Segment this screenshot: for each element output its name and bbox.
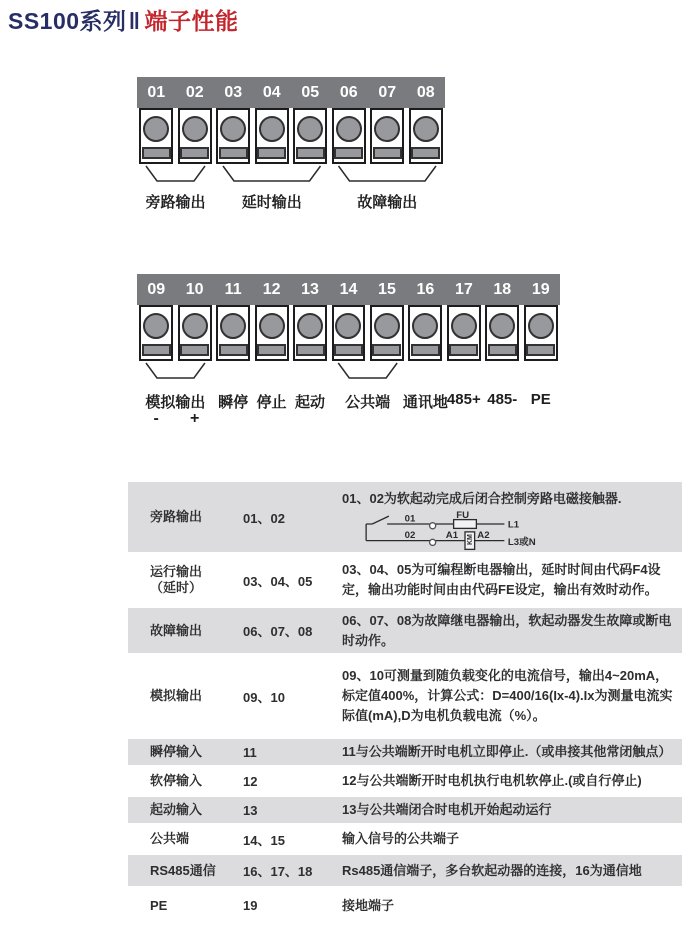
row-description: 11与公共端断开时电机立即停止.（或串接其他常闭触点）	[342, 744, 672, 759]
terminal-group-label: 通讯地	[402, 394, 448, 411]
terminal-group-label: 485-	[487, 391, 518, 408]
terminal-number: 11	[224, 280, 242, 298]
terminal-cell	[332, 305, 366, 361]
row-name: 旁路输出	[150, 509, 203, 524]
bypass-contactor-circuit-diagram	[342, 510, 672, 552]
terminal-group-label: 延时输出	[241, 194, 302, 211]
row-terminals: 19	[243, 898, 258, 913]
terminal-cell	[293, 305, 327, 361]
terminal-cell	[139, 108, 173, 164]
row-name: 软停输入	[150, 773, 203, 788]
terminal-slot-icon	[142, 344, 171, 356]
terminal-screw-icon	[182, 116, 208, 142]
row-description	[342, 482, 682, 552]
terminal-cells	[137, 108, 445, 164]
row-description: 输入信号的公共端子	[342, 831, 460, 846]
row-description: 03、04、05为可编程断电器输出，延时时间由代码F4设定，输出功能时间由由代码FE设定，输出有效时动作。	[342, 562, 661, 597]
row-name: 起动输入	[150, 802, 203, 817]
terminal-spec-table	[128, 482, 682, 925]
terminal-cell	[216, 305, 250, 361]
terminal-slot-icon	[411, 344, 440, 356]
terminal-cell	[370, 305, 404, 361]
row-terminals: 14、15	[243, 832, 285, 848]
row-terminals: 12	[243, 773, 258, 789]
title-separator-icon: ‖	[128, 8, 141, 34]
terminal-block-01-08	[137, 77, 445, 211]
terminal-cell	[524, 305, 558, 361]
table-row	[128, 555, 682, 605]
row-description-text: 01、02为软起动完成后闭合控制旁路电磁接触器.	[342, 491, 622, 506]
row-terminals: 16、17、18	[243, 864, 313, 879]
terminal-number: 09	[147, 280, 166, 298]
table-row	[128, 797, 682, 823]
terminal-slot-icon	[142, 147, 171, 159]
terminal-cell	[255, 305, 289, 361]
terminal-screw-icon	[297, 313, 323, 339]
group-brackets	[137, 362, 560, 382]
terminal-group-label: 故障输出	[357, 194, 418, 211]
terminal-cell	[447, 305, 481, 361]
terminal-point-02	[430, 539, 436, 545]
terminal-screw-icon	[143, 116, 169, 142]
terminal-screw-icon	[528, 313, 554, 339]
terminal-group-label: -	[153, 410, 159, 427]
terminal-cells	[137, 305, 560, 361]
terminal-number: 03	[224, 83, 243, 101]
row-description: 接地端子	[342, 897, 395, 913]
terminal-slot-icon	[526, 344, 555, 356]
table-row	[128, 608, 682, 653]
terminal-slot-icon	[180, 344, 209, 356]
terminal-cell	[216, 108, 250, 164]
circuit-label-a1: A1	[445, 530, 459, 541]
terminal-screw-icon	[259, 116, 285, 142]
group-bracket	[223, 166, 321, 181]
terminal-cell	[408, 305, 442, 361]
row-terminals: 09、10	[243, 689, 285, 705]
terminal-number: 06	[339, 83, 358, 101]
table-row	[128, 739, 682, 765]
terminal-screw-icon	[451, 313, 477, 339]
terminal-cell	[485, 305, 519, 361]
terminal-slot-icon	[411, 147, 440, 159]
circuit-label-l1: L1	[507, 519, 520, 531]
terminal-screw-icon	[413, 116, 439, 142]
row-name: 公共端	[150, 831, 190, 846]
terminal-screw-icon	[336, 116, 362, 142]
row-terminals: 03、04、05	[243, 573, 313, 589]
row-description: 06、07、08为故障继电器输出，软起动器发生故障或断电时动作。	[342, 612, 672, 648]
terminal-cell	[178, 108, 212, 164]
terminal-slot-icon	[219, 344, 248, 356]
title-section: 端子性能	[144, 8, 239, 34]
terminal-screw-icon	[143, 313, 169, 339]
terminal-slot-icon	[257, 344, 286, 356]
terminal-number: 15	[378, 280, 396, 298]
terminal-slot-icon	[334, 147, 363, 159]
terminal-screw-icon	[182, 313, 208, 339]
terminal-slot-icon	[372, 344, 401, 356]
terminal-slot-icon	[296, 147, 325, 159]
terminal-screw-icon	[297, 116, 323, 142]
terminal-slot-icon	[257, 147, 286, 159]
terminal-group-label: 起动	[295, 394, 326, 411]
terminal-header	[137, 77, 445, 108]
terminal-cell	[255, 108, 289, 164]
terminal-number: 08	[416, 83, 435, 101]
terminal-number: 14	[339, 280, 358, 298]
terminal-slot-icon	[180, 147, 209, 159]
row-terminals: 06、07、08	[243, 624, 313, 639]
row-name: 瞬停输入	[150, 744, 203, 759]
row-description: 13与公共端闭合时电机开始起动运行	[342, 802, 552, 817]
terminal-number: 18	[493, 280, 512, 298]
row-name: 故障输出	[150, 622, 203, 638]
row-name: PE	[150, 897, 168, 913]
terminal-number: 02	[185, 83, 204, 101]
group-bracket	[146, 166, 205, 181]
terminal-screw-icon	[220, 116, 246, 142]
terminal-screw-icon	[489, 313, 515, 339]
terminal-number: 05	[301, 83, 320, 101]
table-row	[128, 889, 682, 922]
terminal-cell	[409, 108, 443, 164]
title-series: SS100系列	[8, 8, 127, 34]
terminal-group-label: 旁路输出	[145, 194, 206, 211]
table-row	[128, 855, 682, 886]
terminal-slot-icon	[334, 344, 363, 356]
terminal-group-label: +	[190, 410, 200, 427]
fuse-symbol	[454, 520, 477, 529]
terminal-slot-icon	[373, 147, 402, 159]
terminal-number: 07	[378, 83, 397, 101]
terminal-cell	[332, 108, 366, 164]
table-row	[128, 656, 682, 736]
terminal-number: 01	[147, 83, 166, 101]
terminal-header	[137, 274, 560, 305]
terminal-number: 19	[531, 280, 550, 298]
circuit-label-km: KM	[467, 534, 474, 545]
terminal-group-label: 模拟输出	[145, 394, 206, 411]
circuit-label-02: 02	[404, 530, 416, 541]
terminal-slot-icon	[449, 344, 478, 356]
terminal-cell	[293, 108, 327, 164]
group-bracket	[338, 363, 397, 378]
row-terminals: 11	[243, 744, 257, 760]
row-terminals: 13	[243, 802, 258, 818]
terminal-group-label: PE	[530, 391, 551, 408]
terminal-screw-icon	[374, 116, 400, 142]
terminal-cell	[139, 305, 173, 361]
terminal-number: 16	[416, 280, 435, 298]
table-row	[128, 826, 682, 852]
table-row	[128, 482, 682, 552]
terminal-group-label: 公共端	[345, 394, 391, 411]
terminal-screw-icon	[374, 313, 400, 339]
page-title	[8, 3, 239, 36]
terminal-number: 17	[454, 280, 473, 298]
row-name: 运行输出 （延时）	[150, 564, 203, 595]
terminal-block-09-19	[137, 274, 560, 427]
terminal-group-label: 瞬停	[218, 394, 249, 411]
terminal-slot-icon	[488, 344, 517, 356]
terminal-slot-icon	[296, 344, 325, 356]
row-terminals: 01、02	[243, 510, 285, 526]
terminal-screw-icon	[259, 313, 285, 339]
terminal-number: 13	[301, 280, 319, 298]
terminal-cell	[370, 108, 404, 164]
terminal-point-01	[430, 523, 436, 529]
terminal-number: 12	[262, 280, 281, 298]
row-name: RS485通信	[150, 862, 216, 878]
group-bracket	[146, 363, 205, 378]
terminal-screw-icon	[220, 313, 246, 339]
terminal-group-label: 停止	[256, 394, 287, 411]
terminal-screw-icon	[412, 313, 438, 339]
row-description: 09、10可测量到随负载变化的电流信号，输出4~20mA，标定值400%，计算公式：D=400/16(Ix-4).Ix为测量电流实际值(mA),D为电机负载电流（%）。	[342, 668, 673, 723]
terminal-screw-icon	[335, 313, 361, 339]
terminal-group-label: 485+	[446, 391, 481, 408]
table-row	[128, 768, 682, 794]
circuit-label-fu: FU	[456, 510, 470, 521]
group-brackets	[137, 165, 445, 185]
group-bracket	[339, 166, 437, 181]
terminal-cell	[178, 305, 212, 361]
row-name: 模拟输出	[150, 688, 203, 703]
terminal-number: 04	[262, 83, 281, 101]
row-description: Rs485通信端子，多台软起动器的连接，16为通信地	[342, 862, 642, 878]
circuit-label-l3n: L3或N	[507, 537, 536, 548]
terminal-number: 10	[185, 280, 204, 298]
circuit-label-01: 01	[404, 513, 416, 525]
terminal-slot-icon	[219, 147, 248, 159]
circuit-label-a2: A2	[477, 530, 490, 541]
row-description: 12与公共端断开时电机执行电机软停止.(或自行停止)	[342, 773, 642, 788]
